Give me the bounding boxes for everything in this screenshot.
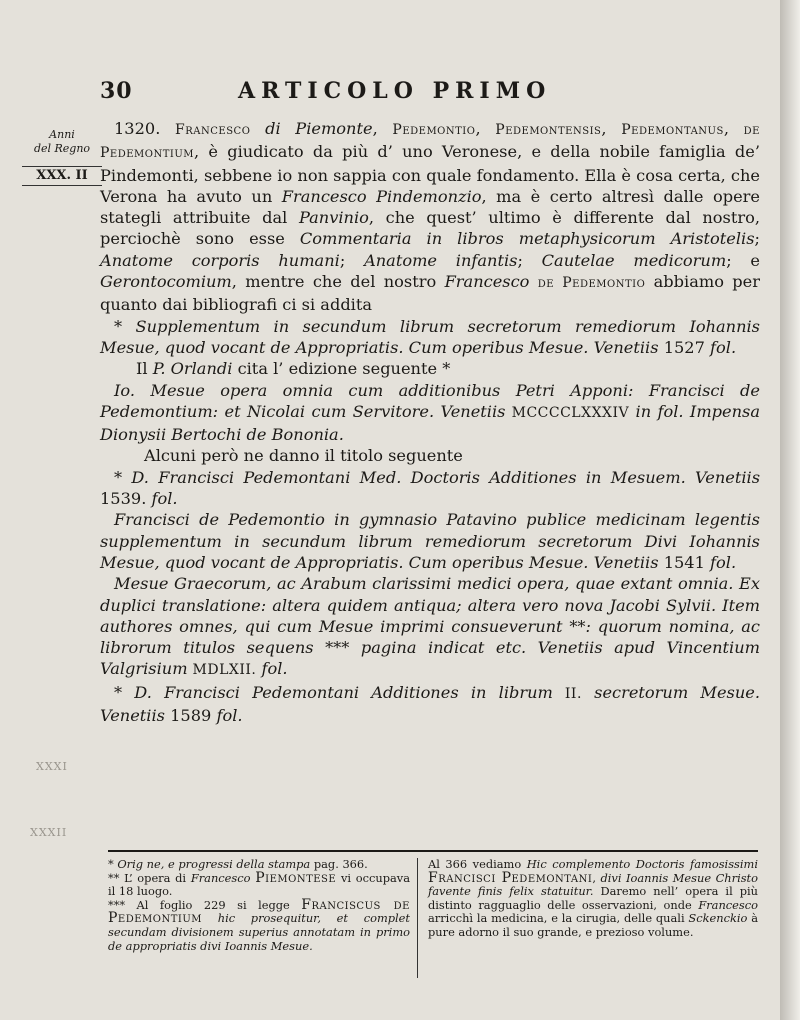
text-run: Il (136, 359, 153, 379)
text-run: Daremo nell’ opera il più distinto ragguaglio delle osservazioni, onde (428, 884, 758, 912)
text-run: Mesue Graecorum, ac Arabum clarissimi medici opera, quae extant omnia. Ex duplici translatione: altera quidem antiqua; altera vero nova Jacobi Sylvii. Item authores omnes, qui cum Mesue imprimi consueverunt **: quorum nomina, ac librorum titulos sequens *** pagina indicat etc. Venetiis apud Vincentium Valgrisium (100, 574, 760, 679)
text-run: 1320. (114, 119, 176, 138)
text-run: *** Al foglio 229 si legge (108, 897, 302, 912)
paragraph (100, 358, 760, 379)
text-run: Pedemontio (392, 122, 476, 138)
text-run: cita l’ edizione seguente * (232, 359, 451, 379)
text-run: Al 366 vediamo (428, 857, 527, 871)
text-run: MCCCCLXXXIV (505, 404, 630, 421)
margin-note (22, 128, 102, 186)
text-run: fol. (216, 706, 243, 726)
text-run (529, 272, 537, 291)
text-run: Pedemontanus (621, 122, 724, 138)
text-run: Francesco (698, 897, 758, 912)
text-run: ; e (726, 250, 760, 270)
text-run: ; (517, 250, 542, 270)
text-run: Francesco (190, 870, 251, 885)
text-run: Piemontese (255, 869, 337, 886)
text-run: Francisci de Pedemontio in gymnasio Patavino publice medicinam legentis supplementum in secundum librum remediorum secretorum Divi Iohannis Mesue, quod vocant de Appropriatis. Cum operibus Mesue. Venetiis (100, 510, 760, 572)
text-run: , che quest’ ultimo è differente dal nostro, perciochè sono esse (100, 208, 760, 249)
footnote-rule (108, 850, 758, 852)
text-run: Cautelae medicorum (541, 250, 727, 270)
text-run: Alcuni però ne danno il titolo seguente (144, 446, 463, 466)
text-run: secretorum Mesue. Venetiis (100, 682, 760, 726)
paragraph (100, 509, 760, 573)
text-run: 1539. (100, 489, 152, 509)
text-run: , è giudicato da più d’ uno Veronese, e della nobile famiglia de’ Pindemonti, sebbene io non sappia con quale fondamento. Ella è cosa certa, che Verona ha avuto un (100, 142, 760, 206)
page-header (0, 78, 780, 112)
running-head: ARTICOLO PRIMO (238, 78, 552, 104)
text-run: * D. Francisci Pedemontani Additiones in librum (114, 682, 553, 702)
text-run: Pedemontensis (495, 122, 602, 138)
text-run: Francesco (444, 272, 530, 292)
footnote (108, 896, 411, 953)
text-run: Anatome corporis humani (100, 250, 340, 270)
text-run: Francisci Pedemontani (428, 869, 593, 886)
text-run: * Supplementum in secundum librum secretorum remediorum Iohannis Mesue, quod vocant de Appropriatis. Cum operibus Mesue. Venetiis (100, 316, 760, 357)
page-edge (780, 0, 800, 1020)
text-run: , ma è certo altresì dalle opere stategli attribuite dal (100, 186, 761, 228)
paragraph (100, 682, 760, 727)
margin-label-regno: del Regno (33, 142, 91, 155)
text-run: 1589 (164, 706, 217, 726)
paragraph (100, 118, 760, 316)
footnotes-left (108, 858, 410, 953)
text-run: Anatome infantis (364, 250, 518, 270)
text-run: à pure adorno il suo grande, e prezioso volume. (428, 911, 758, 939)
text-run: pag. 366. (310, 857, 368, 871)
text-run: 1541 (658, 552, 711, 572)
main-text (100, 118, 760, 726)
text-run: ** L’ opera di (108, 870, 191, 885)
text-run: , (723, 119, 744, 138)
regnal-year: XXX. II (22, 166, 102, 186)
text-run: Hic complemento Doctoris famosissimi (526, 857, 758, 871)
text-run: , (592, 870, 601, 885)
footnote (428, 858, 758, 940)
text-run: Commentaria in libros metaphysicorum Aristotelis (299, 229, 755, 249)
text-run: , (372, 119, 393, 138)
text-run: , mentre che del nostro (231, 272, 445, 292)
text-run: fol. (151, 489, 178, 509)
paragraph (100, 573, 760, 681)
text-run: fol. (710, 337, 737, 357)
text-run: Franciscus de Pedemontium (108, 896, 410, 927)
margin-label-anni: Anni (49, 128, 75, 141)
text-run: Gerontocomium (100, 272, 232, 292)
text-run: ; (754, 229, 760, 249)
paragraph (100, 467, 760, 510)
footnote (108, 869, 411, 899)
text-run: Io. Mesue opera omnia cum additionibus Petri Apponi: Francisci de Pedemontium: et Nicolai cum Servitore. Venetiis (100, 380, 760, 421)
column-divider (417, 858, 418, 978)
text-run: abbiamo per quanto dai bibliografi ci si addita (100, 272, 760, 315)
text-run: , (601, 119, 622, 138)
text-run: di Piemonte (265, 119, 373, 138)
text-run: Francesco (175, 122, 251, 138)
text-run: MDLXII. (187, 662, 257, 679)
paragraph (100, 316, 760, 359)
text-run: 1527 (658, 337, 711, 357)
text-run: II. (552, 685, 582, 702)
text-run: * (108, 857, 118, 871)
text-run: fol. (256, 659, 288, 679)
text-run: arricchì la medicina, e la cirugia, delle quali (428, 911, 689, 926)
text-run: in fol. Impensa Dionysii Bertochi de Bononia. (100, 401, 760, 445)
show-through-text: XXXI (36, 760, 68, 773)
text-run: hic prosequitur, et complet secundam divisionem superius annotatam in primo de appropriatis divi Ioannis Mesue. (108, 911, 411, 953)
text-run: de Pedemontium (100, 122, 760, 162)
text-run: Sckenckio (688, 911, 748, 926)
paragraph (100, 380, 760, 446)
text-run: divi Ioannis Mesue Christo favente finis felix statuitur. (428, 870, 758, 899)
text-run: Francesco Pindemonzio (281, 186, 482, 206)
text-run: vi occupava il 18 luogo. (108, 870, 411, 899)
text-run (202, 911, 218, 925)
text-run: ; (339, 250, 365, 270)
text-run (250, 119, 265, 138)
text-run: de Pedemontio (537, 275, 646, 292)
text-run: , (475, 119, 496, 138)
text-run: * D. Francisci Pedemontani Med. Doctoris Additiones in Mesuem. Venetiis (114, 467, 760, 487)
text-run: fol. (710, 552, 737, 572)
footnotes-right (428, 858, 758, 940)
page-number: 30 (100, 78, 133, 104)
text-run: P. Orlandi (152, 359, 233, 379)
paragraph (100, 445, 760, 466)
text-run: Orig ne, e progressi della stampa (117, 857, 311, 871)
text-run: Panvinio (298, 208, 369, 228)
show-through-text: XXXII (30, 826, 68, 839)
